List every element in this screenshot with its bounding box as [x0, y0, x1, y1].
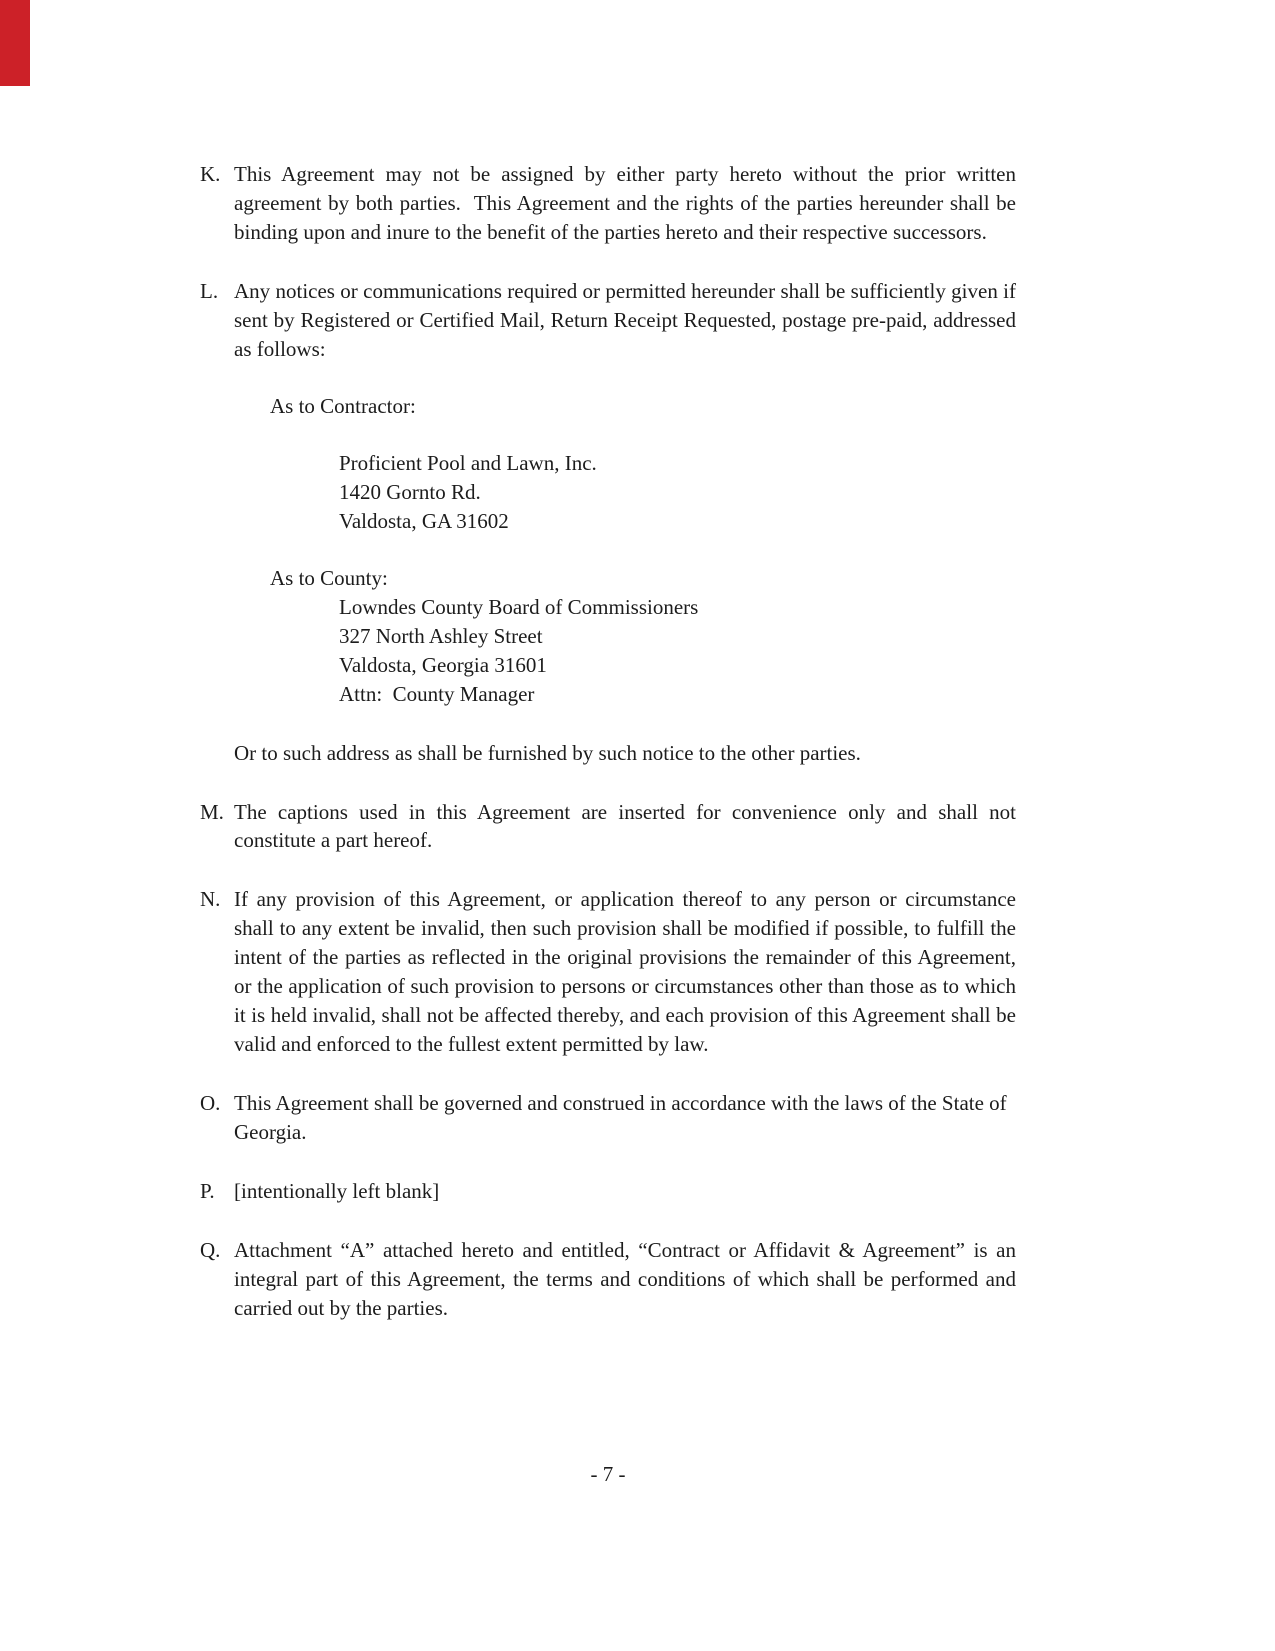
clause-l: [200, 277, 1022, 768]
clause-p: [200, 1177, 1016, 1206]
clause-text: This Agreement may not be assigned by either party hereto without the prior written agreement by both parties. This Agreement and the rights of the parties hereunder shall be binding upon and inure to the benefit of the parties hereto and their respective successors.: [234, 162, 1022, 244]
as-to-contractor-heading: As to Contractor:: [270, 393, 416, 418]
address-line: 327 North Ashley Street: [339, 623, 543, 648]
clause-letter: N.: [200, 887, 221, 912]
address-line: Valdosta, Georgia 31601: [339, 652, 547, 677]
clause-letter: L.: [200, 278, 219, 303]
document-content: [200, 160, 1022, 1353]
address-line: 1420 Gornto Rd.: [339, 479, 481, 504]
notice-closing-text: Or to such address as shall be furnished by such notice to the other parties.: [234, 740, 861, 765]
page-footer: [200, 1460, 1016, 1489]
scan-artifact: [0, 0, 30, 86]
clause-m: [200, 798, 1022, 856]
clause-text: This Agreement shall be governed and construed in accordance with the laws of the State of Georgia.: [234, 1091, 1012, 1145]
as-to-county-heading: As to County:: [270, 565, 388, 590]
county-address: [339, 593, 1016, 709]
clause-q: [200, 1236, 1022, 1323]
page-number: - 7 -: [590, 1462, 626, 1487]
clause-letter: M.: [200, 799, 224, 824]
address-line: Valdosta, GA 31602: [339, 508, 509, 533]
clause-letter: Q.: [200, 1238, 221, 1263]
clause-letter: P.: [200, 1179, 215, 1204]
clause-text: Attachment “A” attached hereto and entitled, “Contract or Affidavit & Agreement” is an integral part of this Agreement, the terms and conditions of which shall be performed and carried out by the parties.: [234, 1238, 1022, 1321]
clause-k: [200, 160, 1022, 247]
clause-n: [200, 885, 1022, 1059]
address-line: Attn: County Manager: [339, 681, 535, 706]
clause-text: If any provision of this Agreement, or application thereof to any person or circumstance shall to any extent be invalid, then such provision shall be modified if possible, to fulfill the intent of the parties as reflected in the original provisions the remainder of this Agreement, or the application of such provision to persons or circumstances other than those as to which it is held invalid, shall not be affected thereby, and each provision of this Agreement shall be valid and enforced to the fullest extent permitted by law.: [234, 887, 1022, 1057]
address-line: Proficient Pool and Lawn, Inc.: [339, 450, 597, 475]
address-line: Lowndes County Board of Commissioners: [339, 594, 699, 619]
clause-text: Any notices or communications required or permitted hereunder shall be sufficiently given if sent by Registered or Certified Mail, Return Receipt Requested, postage pre-paid, addressed as follows:: [234, 278, 1022, 361]
clause-text: [intentionally left blank]: [234, 1179, 440, 1204]
clause-letter: O.: [200, 1091, 221, 1116]
clause-text: The captions used in this Agreement are inserted for convenience only and shall not constitute a part hereof.: [234, 799, 1022, 853]
clause-o: [200, 1089, 1016, 1147]
clause-letter: K.: [200, 162, 221, 186]
contractor-address: [339, 449, 1016, 536]
